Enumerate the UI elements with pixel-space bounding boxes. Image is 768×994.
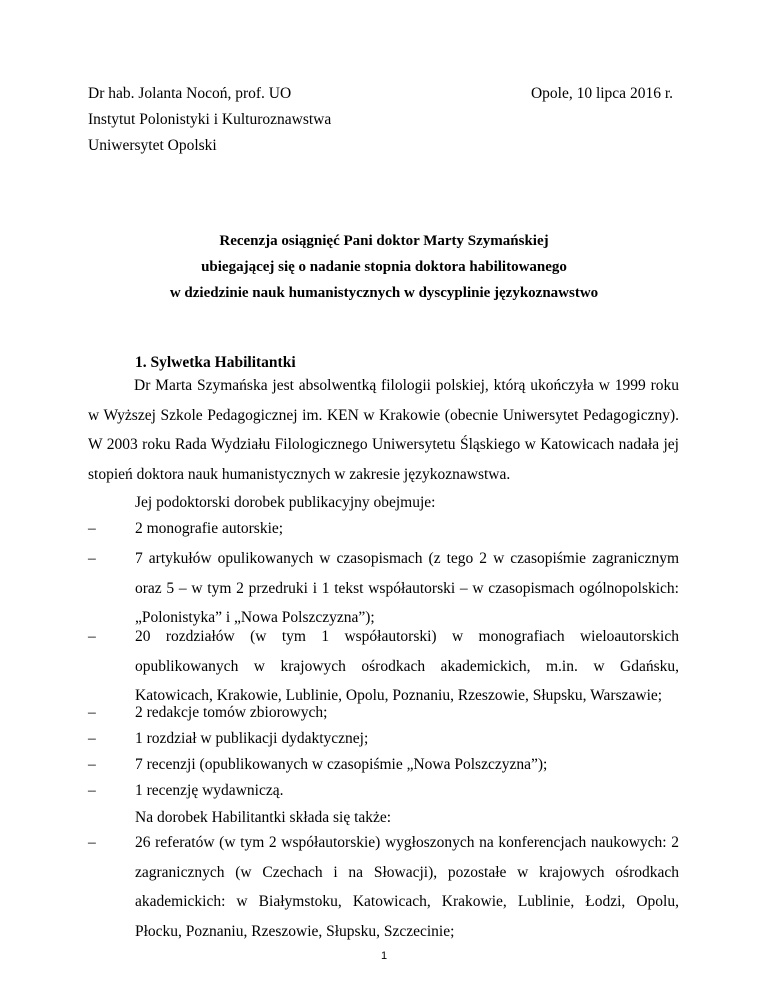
list-item-text: 2 monografie autorskie; [135, 520, 284, 537]
list-item [88, 514, 679, 544]
list-item-text: 1 rozdział w publikacji dydaktycznej; [135, 730, 369, 747]
date-line: Opole, 10 lipca 2016 r. [530, 85, 673, 102]
list-item-text: 2 redakcje tomów zbiorowych; [135, 704, 328, 721]
list-item [88, 828, 679, 946]
bio-paragraph: Dr Marta Szymańska jest absolwentką filologii polskiej, którą ukończyła w 1999 roku w Wyższej Szkole Pedagogicznej im. KEN w Krakowie (obecnie Uniwersytet Pedagogiczny). W 2003 roku Rada Wydziału Filologicznego Uniwersytetu Śląskiego w Katowicach nadała jej stopień doktora nauk humanistycznych w zakresie językoznawstwa. [88, 377, 679, 483]
dash-bullet: – [88, 704, 96, 721]
page-number: 1 [380, 950, 388, 962]
list-item-text: 7 recenzji (opublikowanych w czasopiśmie „Nowa Polszczyzna”); [135, 756, 548, 773]
list-item [88, 544, 679, 633]
dash-bullet: – [88, 756, 96, 773]
dash-bullet: – [88, 628, 96, 645]
dash-bullet: – [88, 834, 96, 851]
publications-intro: Jej podoktorski dorobek publikacyjny obejmuje: [135, 494, 436, 511]
list-item [88, 776, 679, 806]
dash-bullet: – [88, 520, 96, 537]
title-line-2: ubiegającej się o nadanie stopnia doktora habilitowanego [201, 259, 567, 275]
title-line-1: Recenzja osiągnięć Pani doktor Marty Szymańskiej [219, 233, 549, 249]
institute-line: Instytut Polonistyki i Kulturoznawstwa [88, 111, 332, 128]
dash-bullet: – [88, 782, 96, 799]
title-line-3: w dziedzinie nauk humanistycznych w dyscyplinie językoznawstwo [169, 285, 599, 301]
list-item-text: 7 artykułów opulikowanych w czasopismach (z tego 2 w czasopiśmie zagranicznym oraz 5 – w tym 2 przedruki i 1 tekst współautorski – w czasopismach ogólnopolskich: „Polonistyka” i „Nowa Polszczyzna”); [135, 550, 679, 627]
section-heading: 1. Sylwetka Habilitantki [135, 354, 296, 371]
dash-bullet: – [88, 730, 96, 747]
dash-bullet: – [88, 550, 96, 567]
author-line: Dr hab. Jolanta Nocoń, prof. UO [88, 85, 292, 102]
list-item-text: 26 referatów (w tym 2 współautorskie) wygłoszonych na konferencjach naukowych: 2 zagranicznych (w Czechach i na Słowacji), pozostałe w krajowych ośrodkach akademickich: w Białymstoku, Katowicach, Krakowie, Lublinie, Łodzi, Opolu, Płocku, Poznaniu, Rzeszowie, Słupsku, Szczecinie; [135, 834, 679, 940]
list-item-text: 1 recenzję wydawniczą. [135, 782, 284, 799]
additional-intro: Na dorobek Habilitantki składa się także: [135, 809, 392, 826]
list-item-text: 20 rozdziałów (w tym 1 współautorski) w monografiach wieloautorskich opublikowanych w krajowych ośrodkach akademickich, m.in. w Gdańsku, Katowicach, Krakowie, Lublinie, Opolu, Poznaniu, Rzeszowie, Słupsku, Warszawie; [135, 628, 679, 705]
university-line: Uniwersytet Opolski [88, 137, 217, 154]
